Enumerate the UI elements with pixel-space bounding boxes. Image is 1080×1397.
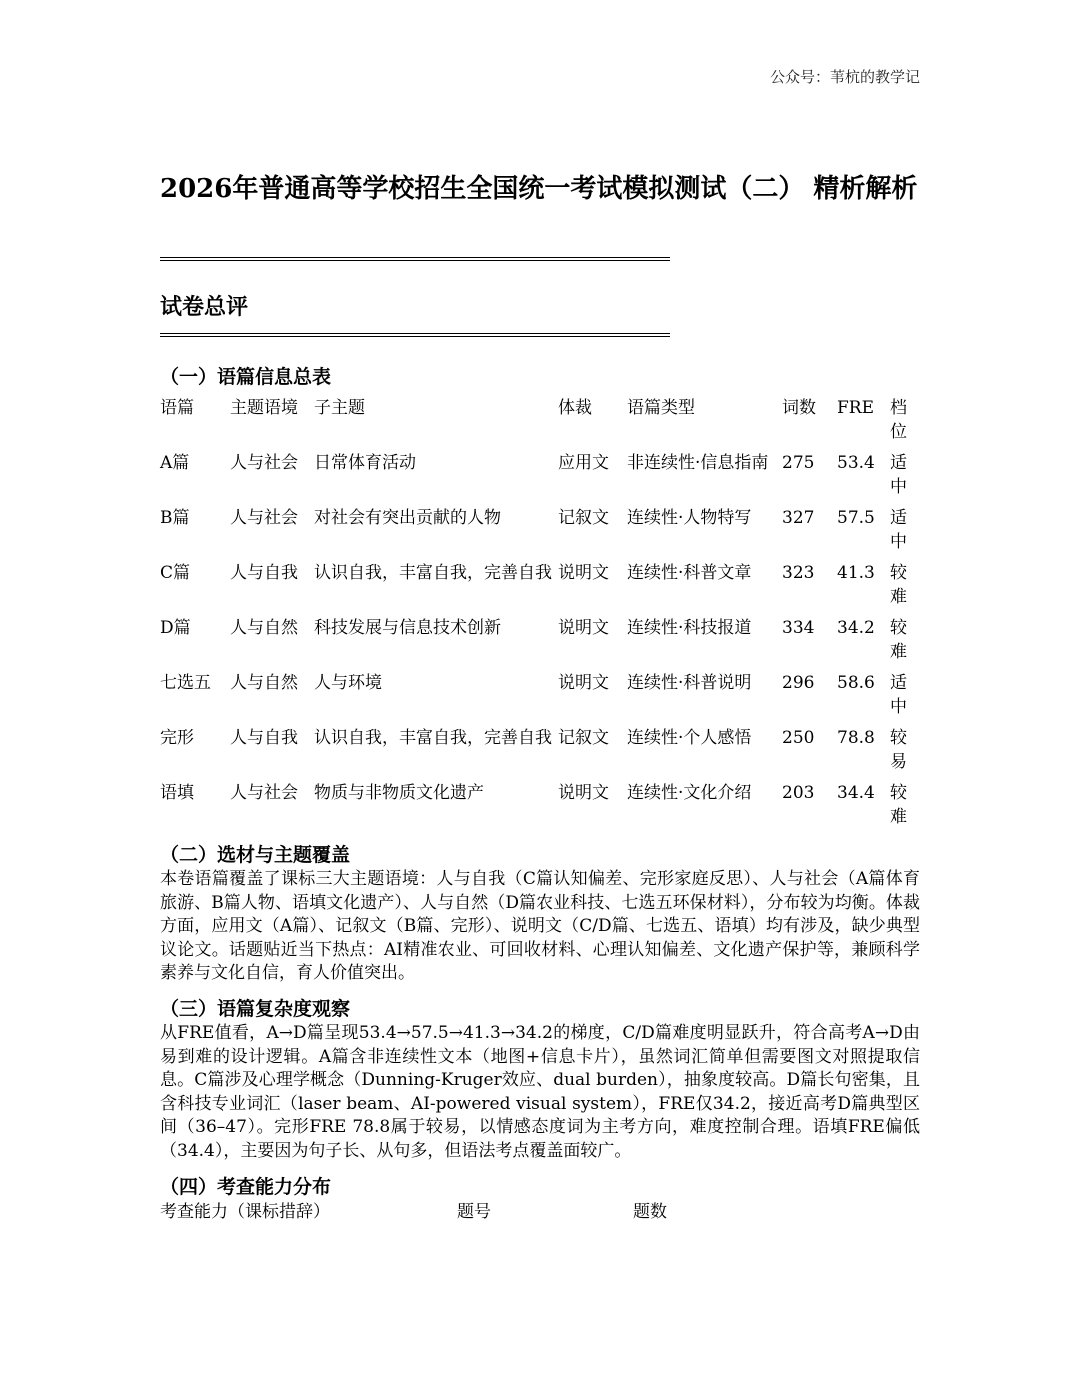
cell-theme: 人与社会	[230, 783, 298, 803]
cell-fre: 58.6	[837, 673, 875, 693]
cell-subtheme: 认识自我，丰富自我，完善自我	[314, 728, 552, 748]
cell-genre: 说明文	[558, 673, 609, 693]
cell-fre: 41.3	[837, 563, 875, 583]
cell-genre: 应用文	[558, 453, 609, 473]
cell-subtheme: 认识自我，丰富自我，完善自我	[314, 563, 552, 583]
header-level: 档位	[890, 398, 907, 442]
cell-theme: 人与自然	[230, 673, 298, 693]
cell-subtheme: 物质与非物质文化遗产	[314, 783, 484, 803]
cell-genre: 记叙文	[558, 508, 609, 528]
part3-heading: （三）语篇复杂度观察	[160, 997, 351, 1020]
table-header-row	[160, 394, 920, 449]
cell-subtheme: 对社会有突出贡献的人物	[314, 508, 501, 528]
header-item-numbers: 题号	[457, 1201, 491, 1222]
table-row	[160, 614, 920, 669]
cell-level: 适中	[890, 673, 907, 717]
header-note: 公众号：苇杭的教学记	[769, 68, 920, 86]
cell-genre: 说明文	[558, 618, 609, 638]
cell-theme: 人与社会	[230, 453, 298, 473]
cell-text-type: 连续性·人物特写	[627, 508, 752, 528]
cell-genre: 记叙文	[558, 728, 609, 748]
cell-passage: D篇	[160, 618, 191, 638]
part1-heading: （一）语篇信息总表	[160, 366, 332, 388]
cell-genre: 说明文	[558, 563, 609, 583]
cell-subtheme: 人与环境	[314, 673, 382, 693]
cell-level: 较易	[890, 728, 907, 772]
header-theme: 主题语境	[230, 398, 298, 418]
table-row	[160, 779, 920, 834]
header-subtheme: 子主题	[314, 398, 365, 418]
cell-text-type: 连续性·科普说明	[627, 673, 752, 693]
part2-paragraph: 本卷语篇覆盖了课标三大主题语境：人与自我（C篇认知偏差、完形家庭反思）、人与社会（A篇体育旅游、B篇人物、语填文化遗产）、人与自然（D篇农业科技、七选五环保材料），分布较为均衡。体裁方面，应用文（A篇）、记叙文（B篇、完形）、说明文（C/D篇、七选五、语填）均有涉及，缺少典型议论文。话题贴近当下热点：AI精准农业、可回收材料、心理认知偏差、文化遗产保护等，兼顾科学素养与文化自信，育人价值突出。	[160, 869, 920, 984]
cell-theme: 人与自我	[230, 563, 298, 583]
cell-word-count: 327	[782, 508, 815, 528]
cell-level: 较难	[890, 783, 907, 827]
cell-word-count: 250	[782, 728, 815, 748]
part2-heading: （二）选材与主题覆盖	[160, 844, 351, 866]
cell-level: 适中	[890, 453, 907, 497]
cell-text-type: 连续性·科技报道	[627, 618, 752, 638]
cell-level: 适中	[890, 508, 907, 552]
passage-info-table	[160, 394, 920, 834]
cell-level: 较难	[890, 563, 907, 607]
cell-subtheme: 科技发展与信息技术创新	[314, 618, 501, 638]
cell-word-count: 296	[782, 673, 815, 693]
cell-theme: 人与自我	[230, 728, 298, 748]
section-title: 试卷总评	[160, 294, 249, 320]
part4-heading: （四）考查能力分布	[160, 1175, 332, 1198]
cell-passage: 完形	[160, 728, 194, 748]
header-word-count: 词数	[782, 398, 816, 418]
cell-passage: 七选五	[160, 673, 211, 693]
page-title: 2026年普通高等学校招生全国统一考试模拟测试（二） 精析解析	[160, 174, 918, 204]
cell-word-count: 275	[782, 453, 815, 473]
cell-theme: 人与自然	[230, 618, 298, 638]
cell-level: 较难	[890, 618, 907, 662]
cell-fre: 34.2	[837, 618, 875, 638]
table-row	[160, 724, 920, 779]
cell-passage: A篇	[160, 453, 190, 473]
table-row	[160, 504, 920, 559]
cell-word-count: 323	[782, 563, 815, 583]
table-row	[160, 559, 920, 614]
cell-passage: 语填	[160, 783, 194, 803]
cell-subtheme: 日常体育活动	[314, 453, 416, 473]
cell-theme: 人与社会	[230, 508, 298, 528]
divider-bottom	[160, 333, 670, 337]
header-text-type: 语篇类型	[627, 398, 695, 418]
divider-top	[160, 257, 670, 261]
header-passage: 语篇	[160, 398, 194, 418]
cell-fre: 53.4	[837, 453, 875, 473]
part3-paragraph: 从FRE值看，A→D篇呈现53.4→57.5→41.3→34.2的梯度，C/D篇难度明显跃升，符合高考A→D由易到难的设计逻辑。A篇含非连续性文本（地图+信息卡片），虽然词汇简单但需要图文对照提取信息。C篇涉及心理学概念（Dunning-Kruger效应、dual burden），抽象度较高。D篇长句密集，且含科技专业词汇（laser beam、AI-powered visual system），FRE仅34.2，接近高考D篇典型区间（36–47）。完形FRE 78.8属于较易，以情感态度词为主考方向，难度控制合理。语填FRE偏低（34.4），主要因为句子长、从句多，但语法考点覆盖面较广。	[160, 1022, 920, 1161]
header-item-count: 题数	[633, 1201, 667, 1222]
table-row	[160, 449, 920, 504]
table-row	[160, 669, 920, 724]
cell-text-type: 非连续性·信息指南	[627, 453, 769, 473]
ability-table-header	[160, 1200, 920, 1226]
cell-text-type: 连续性·个人感悟	[627, 728, 752, 748]
cell-passage: B篇	[160, 508, 190, 528]
cell-fre: 78.8	[837, 728, 875, 748]
cell-fre: 57.5	[837, 508, 875, 528]
cell-text-type: 连续性·科普文章	[627, 563, 752, 583]
header-ability: 考查能力（课标措辞）	[160, 1201, 330, 1222]
header-fre: FRE	[837, 398, 875, 418]
cell-passage: C篇	[160, 563, 191, 583]
header-genre: 体裁	[558, 398, 592, 418]
cell-word-count: 203	[782, 783, 815, 803]
cell-word-count: 334	[782, 618, 815, 638]
document-body	[160, 364, 920, 1226]
cell-text-type: 连续性·文化介绍	[627, 783, 752, 803]
cell-fre: 34.4	[837, 783, 875, 803]
cell-genre: 说明文	[558, 783, 609, 803]
